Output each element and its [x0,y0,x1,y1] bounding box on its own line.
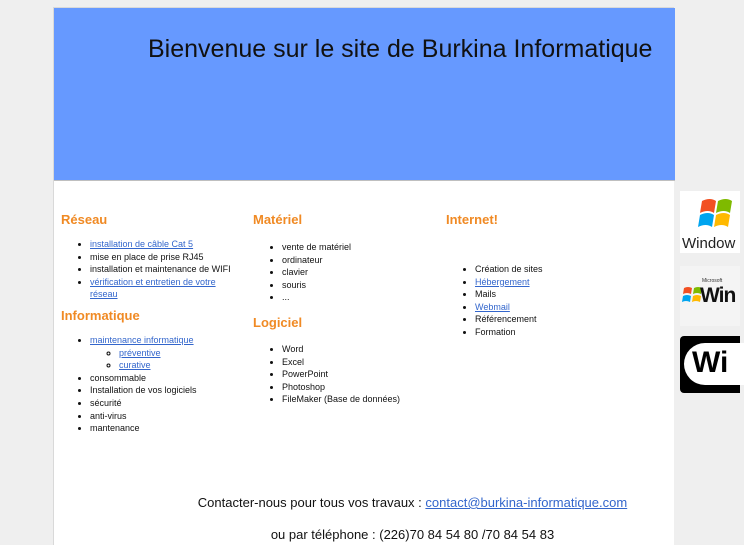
list-item: • Word [282,343,433,356]
logo3-text: Wi [692,346,729,379]
list-item: • anti-virus [90,410,241,423]
list-item[interactable] [475,301,626,314]
link-preventive[interactable]: préventive [119,347,161,358]
list-item: • Photoshop [282,381,433,394]
link-webmail[interactable]: Webmail [475,301,510,312]
wifi-logo[interactable] [680,336,740,393]
list-item: • installation et maintenance de WIFI [90,263,241,276]
list-item[interactable] [90,238,241,251]
list-item: • Création de sites [475,263,626,276]
link-hebergement[interactable]: Hébergement [475,276,530,287]
list-materiel [253,241,433,304]
contact-email-link[interactable]: contact@burkina-informatique.com [425,495,628,510]
page-container [53,7,674,545]
site-title: Bienvenue sur le site de Burkina Informatique [148,35,653,63]
list-item: • consommable [90,372,241,385]
site-header [54,8,675,181]
phone-line: ou par téléphone : (226)70 84 54 80 /70 84 54 83 [270,527,555,542]
contact-prefix: Contacter-nous pour tous vos travaux : [197,495,426,510]
list-item[interactable] [90,334,241,372]
windows-xp-logo[interactable] [680,266,740,326]
list-item: • Excel [282,356,433,369]
list-item: • Installation de vos logiciels [90,384,241,397]
list-internet [446,263,626,339]
list-informatique [61,334,241,435]
logo1-text: Window [682,235,736,252]
section-title-informatique: Informatique [61,307,140,323]
list-item[interactable] [119,359,241,372]
list-item[interactable] [119,347,241,360]
section-title-logiciel: Logiciel [253,314,303,330]
list-item: • FileMaker (Base de données) [282,393,433,406]
list-item: • Référencement [475,313,626,326]
list-reseau [61,238,241,301]
list-item: • souris [282,279,433,292]
list-item[interactable] [90,276,241,301]
list-item: • ordinateur [282,254,433,267]
link-verification-reseau[interactable]: vérification et entretien de votre réseau [90,276,216,300]
section-title-internet: Internet! [446,212,498,227]
logo2-text: Win [700,284,736,307]
contact-line [54,495,675,510]
list-item: • mise en place de prise RJ45 [90,251,241,264]
column-materiel-logiciel [253,212,433,406]
column-reseau-informatique [61,212,241,435]
windows-flag-icon [680,193,740,233]
list-item[interactable] [475,276,626,289]
logo2-small-text: Microsoft [702,278,723,284]
sponsor-sidebar [680,185,736,545]
list-item: • ... [282,291,433,304]
list-item: • sécurité [90,397,241,410]
link-curative[interactable]: curative [119,360,151,371]
link-maintenance-informatique[interactable]: maintenance informatique [90,334,194,345]
list-item: • Mails [475,288,626,301]
list-item: • clavier [282,266,433,279]
list-item: • Formation [475,326,626,339]
list-item: • mantenance [90,422,241,435]
section-title-reseau: Réseau [61,212,108,227]
section-title-materiel: Matériel [253,212,303,227]
list-logiciel [253,343,433,406]
list-item: • PowerPoint [282,368,433,381]
sublist-maintenance [90,347,241,372]
windows-vista-logo[interactable] [680,191,740,253]
column-internet [446,212,626,339]
link-cable-cat5[interactable]: installation de câble Cat 5 [90,239,194,249]
list-item: • vente de matériel [282,241,433,254]
